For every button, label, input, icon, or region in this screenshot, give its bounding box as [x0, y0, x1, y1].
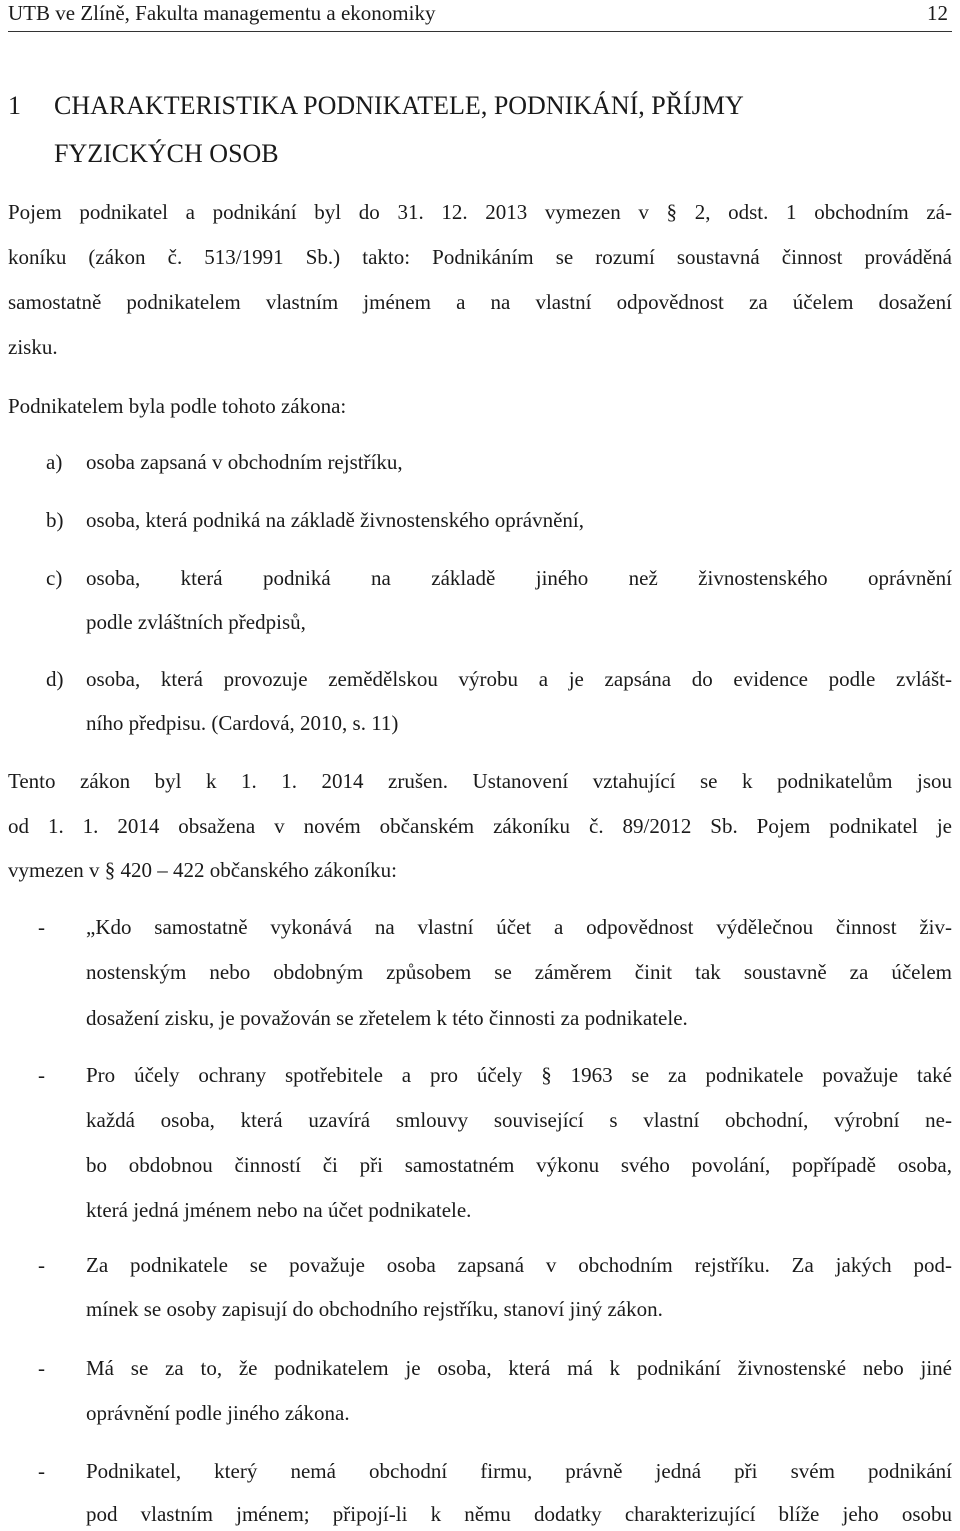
list-item-label: c): [46, 566, 63, 590]
paragraph-line: od 1. 1. 2014 obsažena v novém občanském zákoníku č. 89/2012 Sb. Pojem podnikatel je: [8, 814, 952, 838]
intro-line: samostatně podnikatelem vlastním jménem a na vlastní odpovědnost za účelem dosažení: [8, 290, 952, 314]
chapter-title-line-1: CHARAKTERISTIKA PODNIKATELE, PODNIKÁNÍ, PŘÍJMY: [54, 91, 744, 120]
dash-item-text: pod vlastním jménem; připojí-li k němu dodatky charakterizující blíže jeho osobu: [86, 1502, 952, 1526]
intro-line: zisku.: [8, 335, 58, 359]
dash-bullet: -: [38, 1063, 45, 1087]
dash-bullet: -: [38, 915, 45, 939]
list-item-label: b): [46, 508, 64, 532]
dash-bullet: -: [38, 1253, 45, 1277]
list-item-text: ního předpisu. (Cardová, 2010, s. 11): [86, 711, 399, 735]
dash-item-text: Podnikatel, který nemá obchodní firmu, právně jedná při svém podnikání: [86, 1459, 952, 1483]
list-item-text: osoba, která podniká na základě jiného než živnostenského oprávnění: [86, 566, 952, 590]
dash-item-text: bo obdobnou činností či při samostatném výkonu svého povolání, popřípadě osoba,: [86, 1153, 952, 1177]
header-rule: [8, 31, 952, 32]
dash-item-text: která jedná jménem nebo na účet podnikatele.: [86, 1198, 472, 1222]
list-item-text: osoba, která provozuje zemědělskou výrobu a je zapsána do evidence podle zvlášt-: [86, 667, 952, 691]
intro-line: koníku (zákon č. 513/1991 Sb.) takto: Podnikáním se rozumí soustavná činnost prováděná: [8, 245, 952, 269]
intro-line: Pojem podnikatel a podnikání byl do 31. 12. 2013 vymezen v § 2, odst. 1 obchodním zá-: [8, 200, 952, 224]
paragraph-line: Tento zákon byl k 1. 1. 2014 zrušen. Ustanovení vztahující se k podnikatelům jsou: [8, 769, 952, 793]
dash-item-text: „Kdo samostatně vykonává na vlastní účet a odpovědnost výdělečnou činnost živ-: [86, 915, 952, 939]
dash-bullet: -: [38, 1459, 45, 1483]
dash-item-text: mínek se osoby zapisují do obchodního rejstříku, stanoví jiný zákon.: [86, 1297, 663, 1321]
dash-item-text: nostenským nebo obdobným způsobem se záměrem činit tak soustavně za účelem: [86, 960, 952, 984]
dash-item-text: Za podnikatele se považuje osoba zapsaná v obchodním rejstříku. Za jakých pod-: [86, 1253, 952, 1277]
dash-item-text: Má se za to, že podnikatelem je osoba, která má k podnikání živnostenské nebo jiné: [86, 1356, 952, 1380]
chapter-title-line-2: FYZICKÝCH OSOB: [54, 139, 279, 168]
list-item-text: osoba, která podniká na základě živnostenského oprávnění,: [86, 508, 585, 532]
page-number: 12: [927, 1, 948, 25]
header-title: UTB ve Zlíně, Fakulta managementu a ekonomiky: [8, 1, 436, 25]
running-header: [8, 0, 952, 30]
list-item-text: osoba zapsaná v obchodním rejstříku,: [86, 450, 403, 474]
chapter-number: 1: [8, 91, 21, 120]
dash-item-text: oprávnění podle jiného zákona.: [86, 1401, 350, 1425]
list-lead: Podnikatelem byla podle tohoto zákona:: [8, 394, 347, 418]
dash-item-text: dosažení zisku, je považován se zřetelem k této činnosti za podnikatele.: [86, 1006, 688, 1030]
paragraph-line: vymezen v § 420 – 422 občanského zákoníku:: [8, 858, 397, 882]
dash-item-text: každá osoba, která uzavírá smlouvy související s vlastní obchodní, výrobní ne-: [86, 1108, 952, 1132]
list-item-text: podle zvláštních předpisů,: [86, 610, 306, 634]
list-item-label: a): [46, 450, 63, 474]
dash-bullet: -: [38, 1356, 45, 1380]
list-item-label: d): [46, 667, 64, 691]
dash-item-text: Pro účely ochrany spotřebitele a pro účely § 1963 se za podnikatele považuje také: [86, 1063, 952, 1087]
